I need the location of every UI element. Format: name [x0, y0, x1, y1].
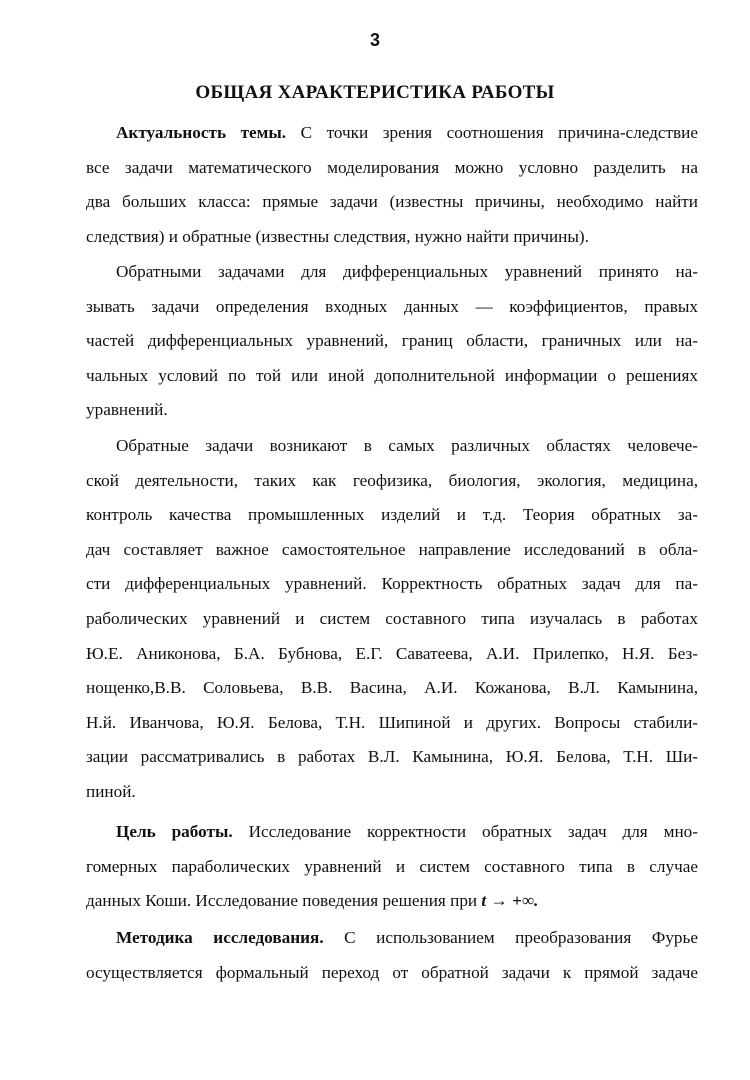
paragraph-goal — [86, 815, 698, 919]
text-line: сти дифференциальных уравнений. Корректность обратных задач для па- — [86, 574, 698, 594]
text-line: все задачи математического моделирования можно условно разделить на — [86, 157, 698, 177]
paragraph-actuality — [86, 116, 698, 254]
text-line: контроль качества промышленных изделий и т.д. Теория обратных за- — [86, 505, 698, 525]
text-line: Методика исследования. С использованием преобразования Фурье — [116, 928, 698, 947]
paragraph-method — [86, 921, 698, 990]
text-line: данных Коши. Исследование поведения решения при t → +∞. — [86, 891, 539, 911]
text-line: чальных условий по той или иной дополнительной информации о решениях — [86, 365, 698, 385]
text-line: два больших класса: прямые задачи (известны причины, необходимо найти — [86, 192, 698, 212]
text-line: уравнений. — [86, 400, 168, 420]
section-title: ОБЩАЯ ХАРАКТЕРИСТИКА РАБОТЫ — [195, 82, 555, 103]
paragraph-inverse-definition — [86, 255, 698, 428]
text-line: дач составляет важное самостоятельное направление исследований в обла- — [86, 539, 698, 559]
formula-t-infinity: t → +∞. — [481, 891, 539, 911]
goal-lead: Цель работы. — [116, 822, 233, 841]
text-line: осуществляется формальный переход от обратной задачи к прямой задаче — [86, 962, 698, 982]
text-line: Цель работы. Исследование корректности обратных задач для мно- — [116, 822, 698, 841]
text-line: Обратные задачи возникают в самых различных областях человече- — [116, 436, 698, 455]
actuality-lead: Актуальность темы. — [116, 123, 287, 142]
text-line: частей дифференциальных уравнений, границ области, граничных или на- — [86, 331, 698, 351]
text-line: зации рассматривались в работах В.Л. Камынина, Ю.Я. Белова, Т.Н. Ши- — [86, 747, 698, 767]
text-line: пиной. — [86, 781, 136, 801]
text-line: гомерных параболических уравнений и систем составного типа в случае — [86, 856, 698, 876]
text-line: зывать задачи определения входных данных — коэффициентов, правых — [86, 296, 698, 316]
text-line: Обратными задачами для дифференциальных уравнений принято на- — [116, 262, 698, 281]
text-line: нощенко,В.В. Соловьева, В.В. Васина, А.И. Кожанова, В.Л. Камынина, — [86, 678, 698, 698]
text-line: Н.й. Иванчова, Ю.Я. Белова, Т.Н. Шипиной и других. Вопросы стабили- — [86, 712, 698, 732]
text-line: Актуальность темы. С точки зрения соотношения причина-следствие — [116, 123, 698, 142]
paragraph-applications — [86, 429, 698, 810]
text-line: Ю.Е. Аниконова, Б.А. Бубнова, Е.Г. Саватеева, А.И. Прилепко, Н.Я. Без- — [86, 643, 698, 663]
page-number: 3 — [369, 30, 380, 50]
text-line: раболических уравнений и систем составного типа изучалась в работах — [86, 608, 698, 628]
text-line: ской деятельности, таких как геофизика, биология, экология, медицина, — [86, 470, 698, 490]
text-line: следствия) и обратные (известны следствия, нужно найти причины). — [86, 226, 589, 246]
method-lead: Методика исследования. — [116, 928, 324, 947]
